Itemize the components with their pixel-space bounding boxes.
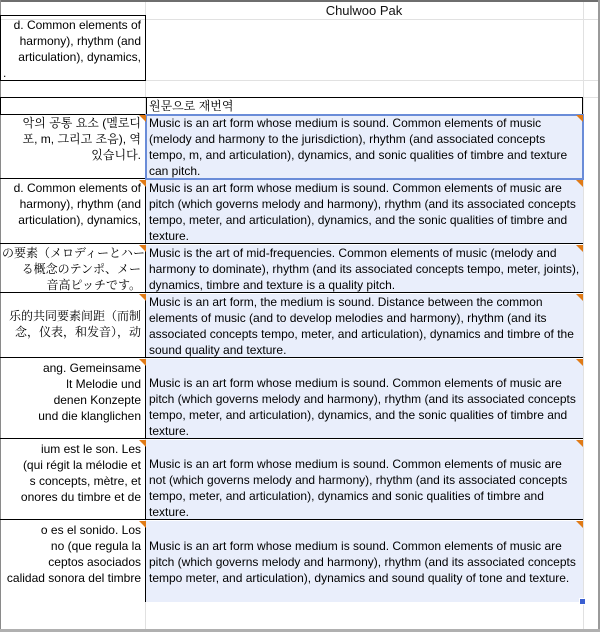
cell-line: の要素（メロディーとハー	[2, 246, 146, 260]
comment-indicator-icon[interactable]	[576, 359, 583, 366]
cell-line: und die klanglichen	[38, 409, 141, 423]
cell-line: onores du timbre et de	[20, 490, 141, 504]
comment-indicator-icon[interactable]	[576, 294, 583, 301]
cell-line: no (que regula la	[50, 539, 141, 553]
cell-line: s concepts, mètre, et	[29, 474, 141, 488]
source-cell-japanese[interactable]	[0, 245, 146, 293]
column-header-retranslation[interactable]: 원문으로 재번역	[146, 97, 583, 115]
cell-line: (qui régit la mélodie et	[22, 458, 141, 472]
cell-line: 있습니다.	[91, 148, 141, 162]
comment-indicator-icon[interactable]	[576, 440, 583, 447]
top-source-cell[interactable]	[0, 15, 146, 81]
cell-line: 音高ピッチです。	[46, 278, 141, 292]
cell-line: 乐的共同要素间距（而制	[8, 309, 141, 323]
retranslation-cell-english[interactable]: Music is an art form whose medium is sound. Common elements of music are pitch (which governs melody and harmony), rhythm (and its associated concepts tempo, meter, and articulation), dynamics, and the sonic qualities of timbre and texture.	[146, 180, 583, 244]
comment-indicator-icon[interactable]	[139, 245, 146, 252]
source-cell-french[interactable]	[0, 440, 146, 520]
cell-line: る概念のテンポ、メー	[21, 262, 141, 276]
cell-line: calidad sonora del timbre	[6, 571, 141, 585]
retranslation-cell-chinese[interactable]: Music is an art form, the medium is sound. Distance between the common elements of music (and to develop melodies and harmony), rhythm (and its associated concepts tempo, meter, and articulation), dynamics and timbre of the sound quality and texture.	[146, 294, 583, 358]
source-cell-chinese[interactable]	[0, 294, 146, 358]
cell-line: 念，仪表，和发音），动	[14, 325, 141, 339]
cell-line: denen Konzepte	[53, 393, 141, 407]
comment-indicator-icon[interactable]	[576, 245, 583, 252]
comment-indicator-icon[interactable]	[139, 180, 146, 187]
cell-line: 악의 공통 요소 (멜로디	[22, 116, 141, 130]
comment-indicator-icon[interactable]	[139, 115, 146, 122]
cell-line: d. Common elements of	[13, 181, 141, 195]
cell-line: articulation), dynamics,	[18, 50, 141, 64]
source-cell-korean[interactable]	[0, 115, 146, 179]
comment-indicator-icon[interactable]	[139, 521, 146, 528]
cell-line: ium est le son. Les	[40, 442, 141, 456]
fill-handle[interactable]	[579, 598, 586, 605]
retranslation-cell-french[interactable]: Music is an art form whose medium is sound. Common elements of music are not (which governs melody and harmony), rhythm (and its associated concepts tempo, meter, and articulation), dynamics and sonic qualities of timbre and texture.	[146, 440, 583, 520]
cell-line: o es el sonido. Los	[40, 523, 141, 537]
retranslation-cell-german[interactable]: Music is an art form whose medium is sound. Common elements of music are pitch (which governs melody and harmony), rhythm (and its associated concepts tempo, meter, and articulation), dynamics, and the sonic qualities of timbre and texture.	[146, 359, 583, 439]
source-cell-english[interactable]	[0, 180, 146, 244]
comment-indicator-icon[interactable]	[139, 294, 146, 301]
comment-indicator-icon[interactable]	[576, 521, 583, 528]
retranslation-cell-spanish[interactable]: Music is an art form whose medium is sound. Common elements of music are pitch (which governs melody and harmony), rhythm (and its associated concepts tempo meter, and articulation), dynamics and sound quality of tone and texture.	[146, 521, 583, 602]
cell-line: .	[3, 66, 7, 80]
column-author-header[interactable]: Chulwoo Pak	[325, 3, 403, 18]
retranslation-cell-korean[interactable]: Music is an art form whose medium is sound. Common elements of music (melody and harmony to the jurisdiction), rhythm (and associated concepts tempo, m, and articulation), dynamics, and sonic qualities of timbre and texture can pitch.	[146, 115, 583, 179]
source-cell-german[interactable]	[0, 359, 146, 439]
comment-indicator-icon[interactable]	[139, 440, 146, 447]
comment-indicator-icon[interactable]	[576, 115, 583, 122]
cell-line: ceptos asociados	[48, 555, 141, 569]
cell-line: ang. Gemeinsame	[42, 361, 141, 375]
retranslation-cell-japanese[interactable]: Music is the art of mid-frequencies. Common elements of music (melody and harmony to dominate), rhythm (and its associated concepts tempo, meter, joints), dynamics, timbre and texture is a quality pitch.	[146, 245, 583, 293]
row-header-blank[interactable]	[0, 97, 146, 115]
source-cell-spanish[interactable]	[0, 521, 146, 602]
comment-indicator-icon[interactable]	[139, 359, 146, 366]
cell-line: articulation), dynamics,	[18, 213, 141, 227]
cell-line: d. Common elements of	[13, 18, 141, 32]
cell-line: harmony), rhythm (and	[19, 34, 141, 48]
comment-indicator-icon[interactable]	[576, 180, 583, 187]
cell-line: harmony), rhythm (and	[19, 197, 141, 211]
cell-line: lt Melodie und	[66, 377, 141, 391]
cell-line: 포, m, 그리고 조음), 역	[22, 132, 141, 146]
